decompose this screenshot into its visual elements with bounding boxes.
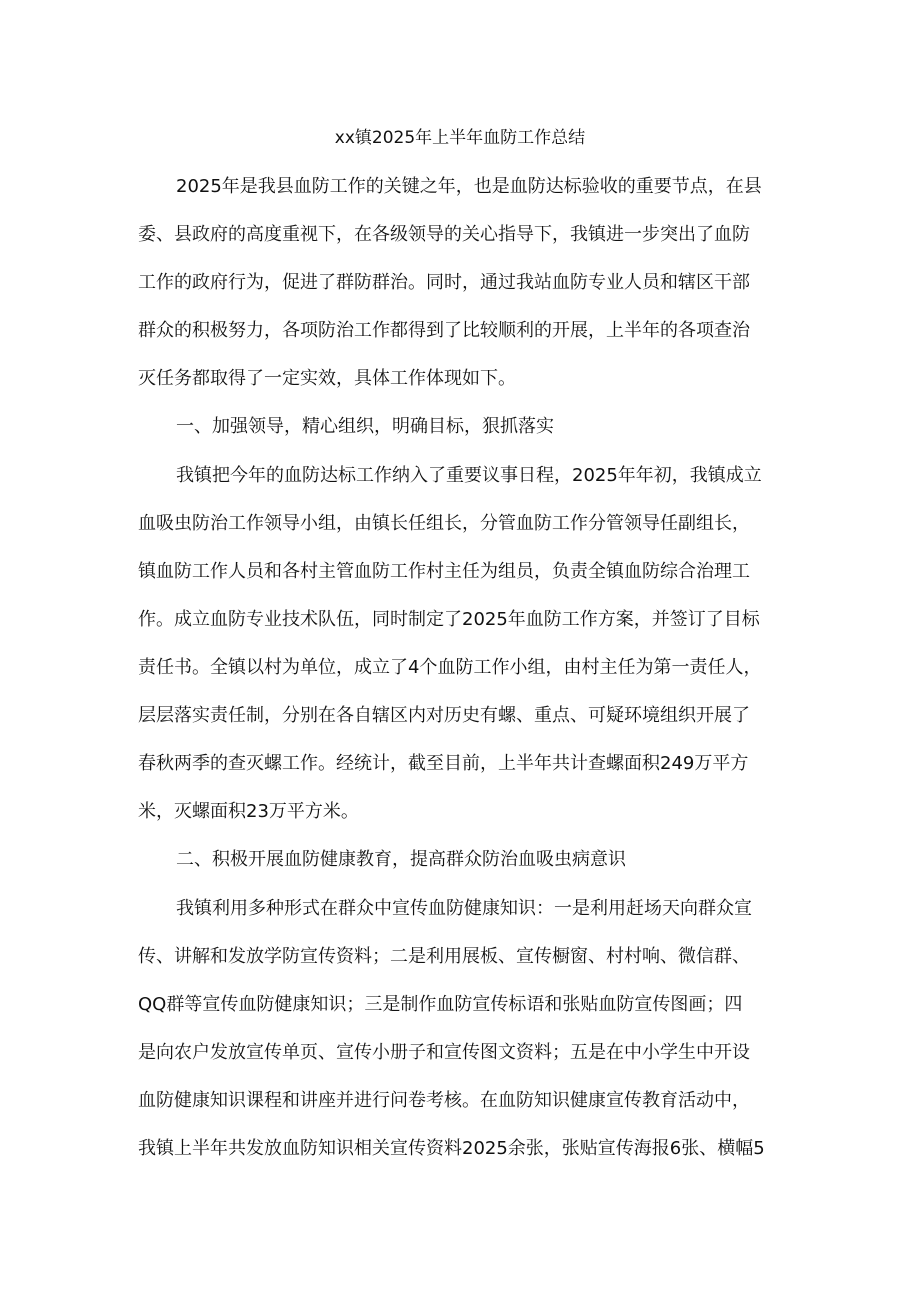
paragraph-2-line-3: 镇血防工作人员和各村主管血防工作村主任为组员，负责全镇血防综合治理工 <box>138 561 750 582</box>
paragraph-1-line-4: 群众的积极努力，各项防治工作都得到了比较顺利的开展，上半年的各项查治 <box>138 320 750 341</box>
document-title: xx镇2025年上半年血防工作总结 <box>334 128 586 148</box>
paragraph-2-line-4: 作。成立血防专业技术队伍，同时制定了2025年血防工作方案，并签订了目标 <box>138 609 760 630</box>
paragraph-1-line-3: 工作的政府行为，促进了群防群治。同时，通过我站血防专业人员和辖区干部 <box>138 272 750 293</box>
paragraph-2-line-5: 责任书。全镇以村为单位，成立了4个血防工作小组，由村主任为第一责任人， <box>138 657 762 678</box>
paragraph-2-line-1: 我镇把今年的血防达标工作纳入了重要议事日程，2025年年初，我镇成立 <box>176 465 762 486</box>
paragraph-2-line-6: 层层落实责任制，分别在各自辖区内对历史有螺、重点、可疑环境组织开展了 <box>138 705 750 726</box>
paragraph-3-line-3: QQ群等宣传血防健康知识；三是制作血防宣传标语和张贴血防宣传图画；四 <box>138 994 743 1015</box>
paragraph-2-line-7: 春秋两季的查灭螺工作。经统计，截至目前，上半年共计查螺面积249万平方 <box>138 753 749 774</box>
paragraph-1-line-2: 委、县政府的高度重视下，在各级领导的关心指导下，我镇进一步突出了血防 <box>138 224 750 245</box>
paragraph-3-line-4: 是向农户发放宣传单页、宣传小册子和宣传图文资料；五是在中小学生中开设 <box>138 1042 750 1063</box>
section-heading-2: 二、积极开展血防健康教育，提高群众防治血吸虫病意识 <box>176 849 626 870</box>
paragraph-2-line-2: 血吸虫防治工作领导小组，由镇长任组长，分管血防工作分管领导任副组长， <box>138 513 750 534</box>
paragraph-2-line-8: 米，灭螺面积23万平方米。 <box>138 801 359 822</box>
paragraph-1-line-5: 灭任务都取得了一定实效，具体工作体现如下。 <box>138 368 516 389</box>
paragraph-3-line-1: 我镇利用多种形式在群众中宣传血防健康知识：一是利用赶场天向群众宣 <box>176 898 752 919</box>
paragraph-1-line-1: 2025年是我县血防工作的关键之年，也是血防达标验收的重要节点，在县 <box>176 176 762 197</box>
paragraph-3-line-5: 血防健康知识课程和讲座并进行问卷考核。在血防知识健康宣传教育活动中， <box>138 1090 750 1111</box>
paragraph-3-line-6: 我镇上半年共发放血防知识相关宣传资料2025余张，张贴宣传海报6张、横幅5 <box>138 1138 765 1159</box>
section-heading-1: 一、加强领导，精心组织，明确目标，狠抓落实 <box>176 416 554 437</box>
paragraph-3-line-2: 传、讲解和发放学防宣传资料；二是利用展板、宣传橱窗、村村响、微信群、 <box>138 946 750 967</box>
